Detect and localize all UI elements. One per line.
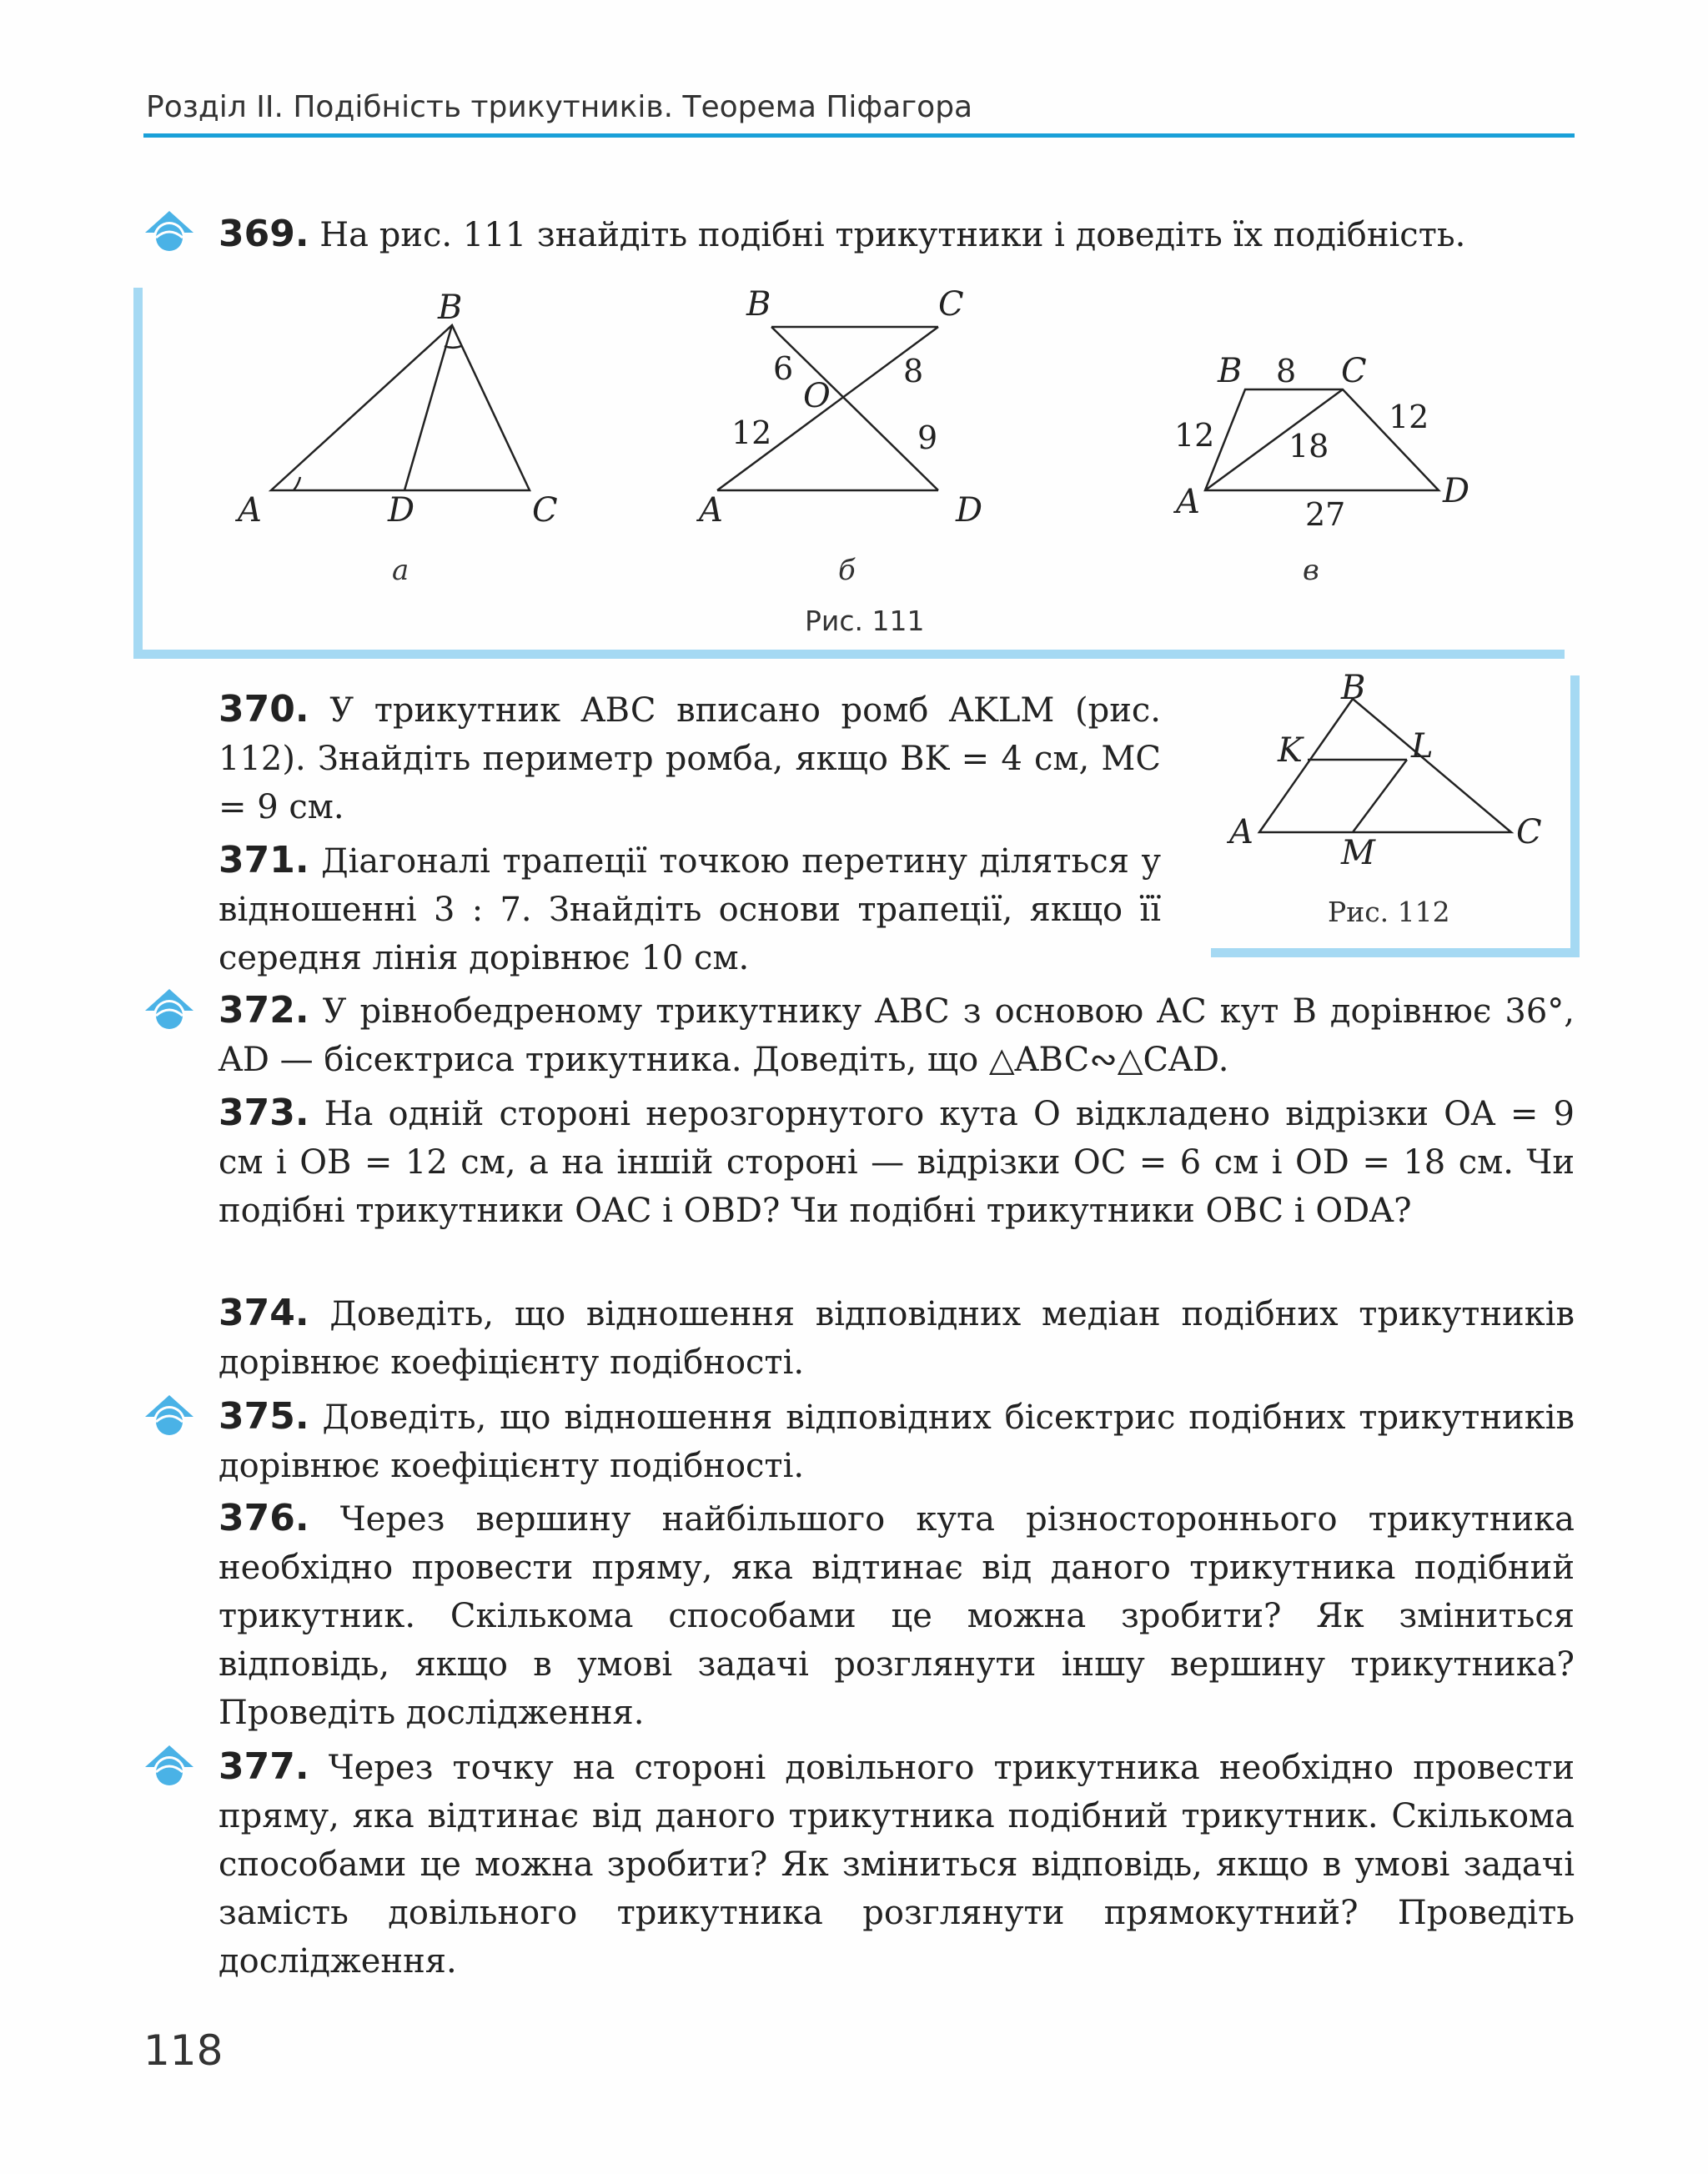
problem-369: [219, 210, 1575, 259]
subfigure-label: а: [392, 554, 409, 587]
point-label: A: [1176, 483, 1200, 521]
problem-370: [219, 685, 1161, 831]
segment-length: 12: [731, 414, 772, 451]
segment-length: 8: [903, 353, 924, 389]
problem-number: 369.: [219, 213, 309, 255]
figure-111b: [684, 284, 1034, 600]
segment-length: 12: [1174, 417, 1215, 454]
subfigure-label: б: [838, 554, 856, 587]
point-label: K: [1278, 731, 1303, 770]
problem-number: 374.: [219, 1292, 309, 1334]
problem-text: Доведіть, що відношення відповідних медіан подібних трикутників дорівнює коефіцієнту подібності.: [219, 1295, 1575, 1382]
problem-text: Через вершину найбільшого кута різностороннього трикутника необхідно провести пряму, яка відтинає від даного трикутника подібний трикутник. Скількома способами це можна зробити? Як зміниться відповідь, якщо в умові задачі розглянути іншу вершину трикутника? Проведіть дослідження.: [219, 1500, 1575, 1732]
problem-375: [219, 1393, 1575, 1490]
advanced-level-marker-icon: [142, 982, 197, 1034]
figure-112: [1218, 674, 1568, 941]
point-label: B: [1218, 352, 1243, 390]
segment-length: 18: [1289, 428, 1329, 464]
problem-number: 375.: [219, 1395, 309, 1438]
point-label: B: [438, 289, 463, 327]
point-label: B: [746, 285, 771, 324]
point-label: A: [1229, 813, 1253, 851]
point-label: M: [1341, 834, 1375, 872]
problem-text: У трикутник ABC вписано ромб AKLM (рис. 112). Знайдіть периметр ромба, якщо BK = 4 см, MC = 9 см.: [219, 691, 1161, 826]
advanced-level-marker-icon: [142, 204, 197, 256]
problem-374: [219, 1289, 1575, 1387]
problem-number: 373.: [219, 1092, 309, 1134]
point-label: D: [388, 491, 415, 530]
problem-number: 376.: [219, 1497, 309, 1539]
page-number: 118: [143, 2026, 224, 2075]
point-label: C: [938, 285, 964, 324]
problem-text: Доведіть, що відношення відповідних бісектрис подібних трикутників дорівнює коефіцієнту подібності.: [219, 1398, 1575, 1485]
point-label: C: [532, 491, 558, 530]
problem-text: У рівнобедреному трикутнику ABC з основою AC кут B дорівнює 36°, AD — бісектриса трикутника. Доведіть, що △ABC∾△CAD.: [219, 992, 1575, 1079]
segment-length: 6: [773, 350, 794, 387]
point-label: O: [803, 377, 831, 415]
problem-text: На одній стороні нерозгорнутого кута O відкладено відрізки OA = 9 см і OB = 12 см, а на іншій стороні — відрізки OC = 6 см і OD = 18 см. Чи подібні трикутники OAC і OBD? Чи подібні трикутники OBC і ODA?: [219, 1095, 1575, 1230]
problem-376: [219, 1494, 1575, 1737]
segment-length: 8: [1276, 353, 1297, 389]
problem-text: На рис. 111 знайдіть подібні трикутники і доведіть їх подібність.: [319, 216, 1466, 254]
running-header: Розділ II. Подібність трикутників. Теорема Піфагора: [146, 90, 973, 124]
problem-text: Діагоналі трапеції точкою перетину діляться у відношенні 3 : 7. Знайдіть основи трапеції, якщо її середня лінія дорівнює 10 см.: [219, 842, 1161, 977]
problem-number: 370.: [219, 688, 309, 731]
point-label: A: [238, 491, 262, 530]
figure-111a: [225, 284, 575, 600]
figure-caption: Рис. 111: [805, 605, 925, 637]
problem-number: 377.: [219, 1745, 309, 1788]
figure-111v: [1159, 284, 1493, 600]
segment-length: 9: [917, 419, 938, 456]
problem-377: [219, 1743, 1575, 1986]
point-label: L: [1411, 727, 1434, 766]
problem-number: 372.: [219, 989, 309, 1032]
point-label: B: [1341, 674, 1366, 707]
header-rule: [143, 133, 1575, 138]
problem-371: [219, 836, 1161, 982]
point-label: C: [1516, 813, 1542, 851]
problem-373: [219, 1089, 1575, 1235]
point-label: C: [1341, 352, 1367, 390]
advanced-level-marker-icon: [142, 1388, 197, 1440]
segment-length: 12: [1389, 399, 1429, 435]
subfigure-label: в: [1303, 554, 1319, 587]
advanced-level-marker-icon: [142, 1739, 197, 1790]
problem-text: Через точку на стороні довільного трикутника необхідно провести пряму, яка відтинає від даного трикутника подібний трикутник. Скількома способами це можна зробити? Як зміниться відповідь, якщо в умові задачі замість довільного трикутника розглянути прямокутний? Проведіть дослідження.: [219, 1749, 1575, 1981]
point-label: D: [956, 491, 983, 530]
problem-372: [219, 987, 1575, 1084]
figure-caption: Рис. 112: [1328, 896, 1450, 928]
segment-length: 27: [1305, 496, 1346, 533]
problem-number: 371.: [219, 839, 309, 881]
point-label: D: [1443, 472, 1470, 510]
point-label: A: [699, 491, 723, 530]
